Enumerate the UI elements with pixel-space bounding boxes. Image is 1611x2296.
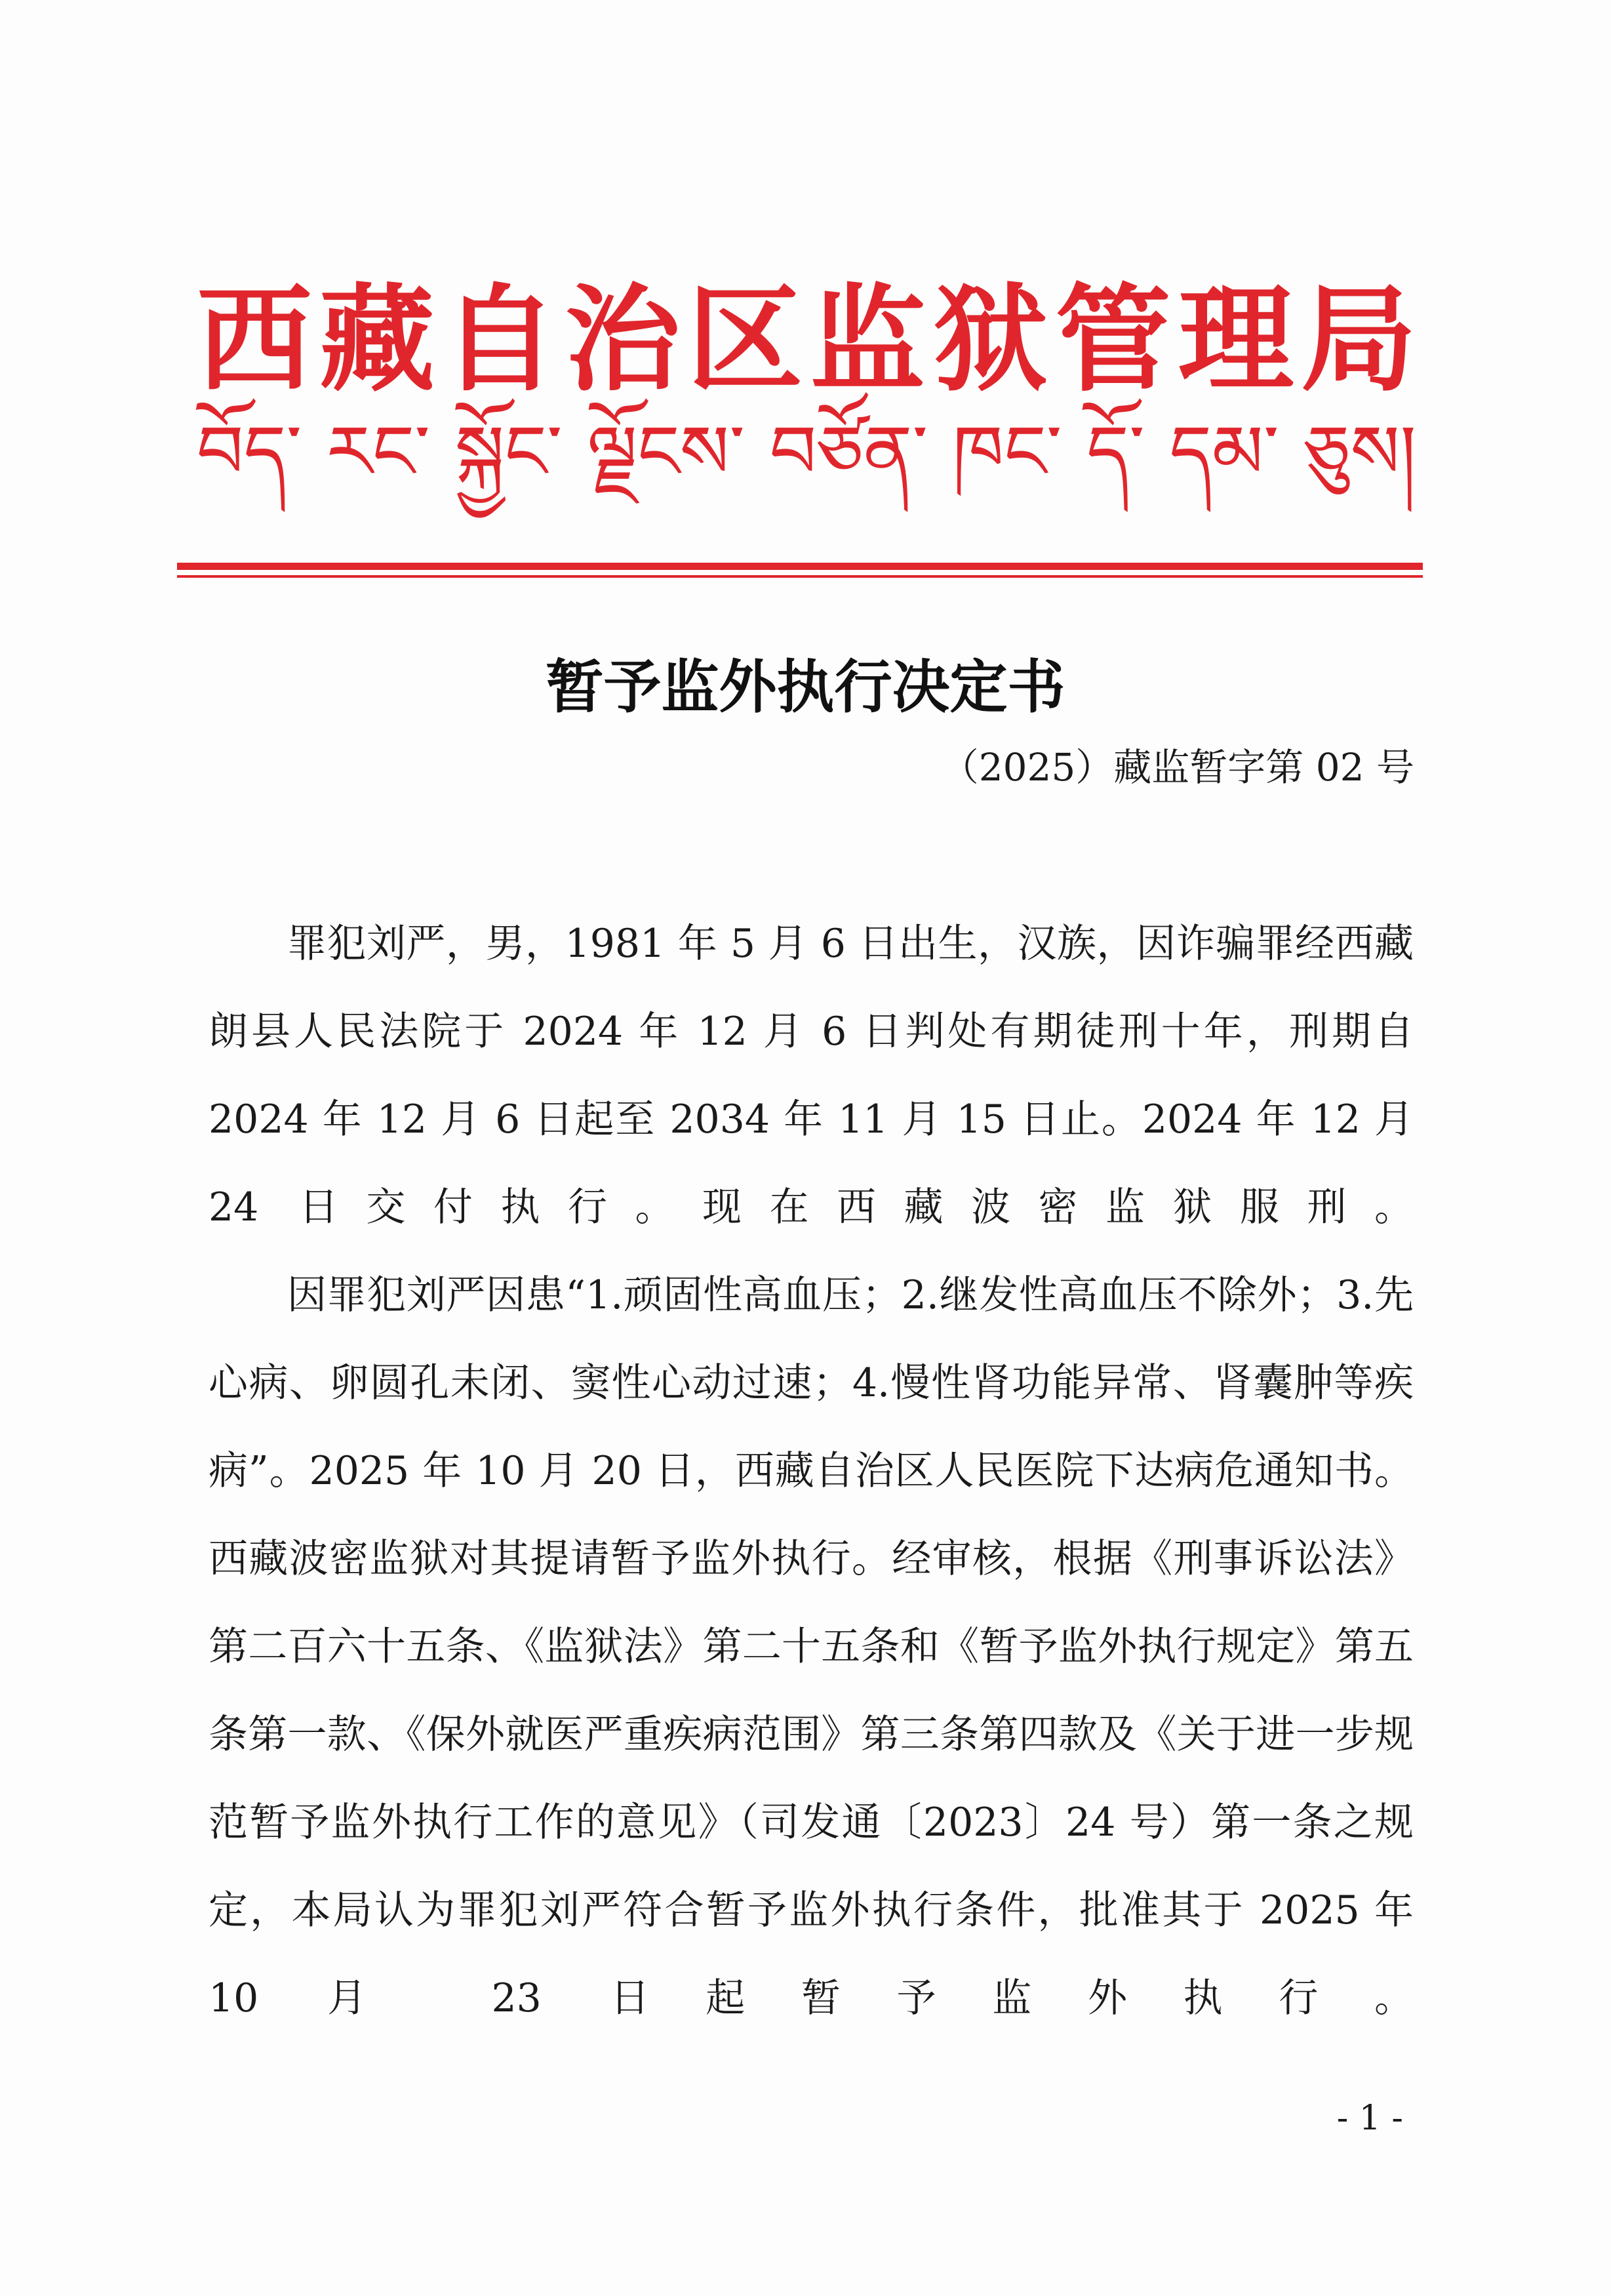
- body-paragraph: 罪犯刘严，男，1981 年 5 月 6 日出生，汉族，因诈骗罪经西藏朗县人民法院于 2024 年 12 月 6 日判处有期徒刑十年，刑期自 2024 年 12 月 6 日起至 2034 年 11 月 15 日止。2024 年 12 月 24 日交付执行。现在西藏波密监狱服刑。: [209, 921, 1414, 1230]
- page-number: - 1 -: [1336, 2099, 1403, 2138]
- document-title: 暂予监外执行决定书: [546, 653, 1065, 721]
- document-number: （2025）藏监暂字第 02 号: [940, 745, 1414, 790]
- issuing-authority-tibetan: བོད་ རང་ སྐྱོང་ ལྗོངས་ བཙོན་ ཁང་ དོ་ དམ་ ཅུས།: [197, 410, 1416, 495]
- body-paragraph: 因罪犯刘严因患“1.顽固性高血压；2.继发性高血压不除外；3.先心病、卵圆孔未闭、窦性心动过速；4.慢性肾功能异常、肾囊肿等疾病”。2025 年 10 月 20 日，西藏自治区人民医院下达病危通知书。西藏波密监狱对其提请暂予监外执行。经审核，根据《刑事诉讼法》第二百六十五条、《监狱法》第二十五条和《暂予监外执行规定》第五条第一款、《保外就医严重疾病范围》第三条第四款及《关于进一步规范暂予监外执行工作的意见》（司发通〔2023〕24 号）第一条之规定，本局认为罪犯刘严符合暂予监外执行条件，批准其于 2025 年 10 月 23 日起暂予监外执行。: [209, 1272, 1414, 2021]
- red-header-rule-thick: [177, 563, 1423, 570]
- red-header-rule-thin: [177, 575, 1423, 578]
- document-body: [209, 900, 1414, 2042]
- issuing-authority-chinese: 西藏自治区监狱管理局: [197, 272, 1416, 407]
